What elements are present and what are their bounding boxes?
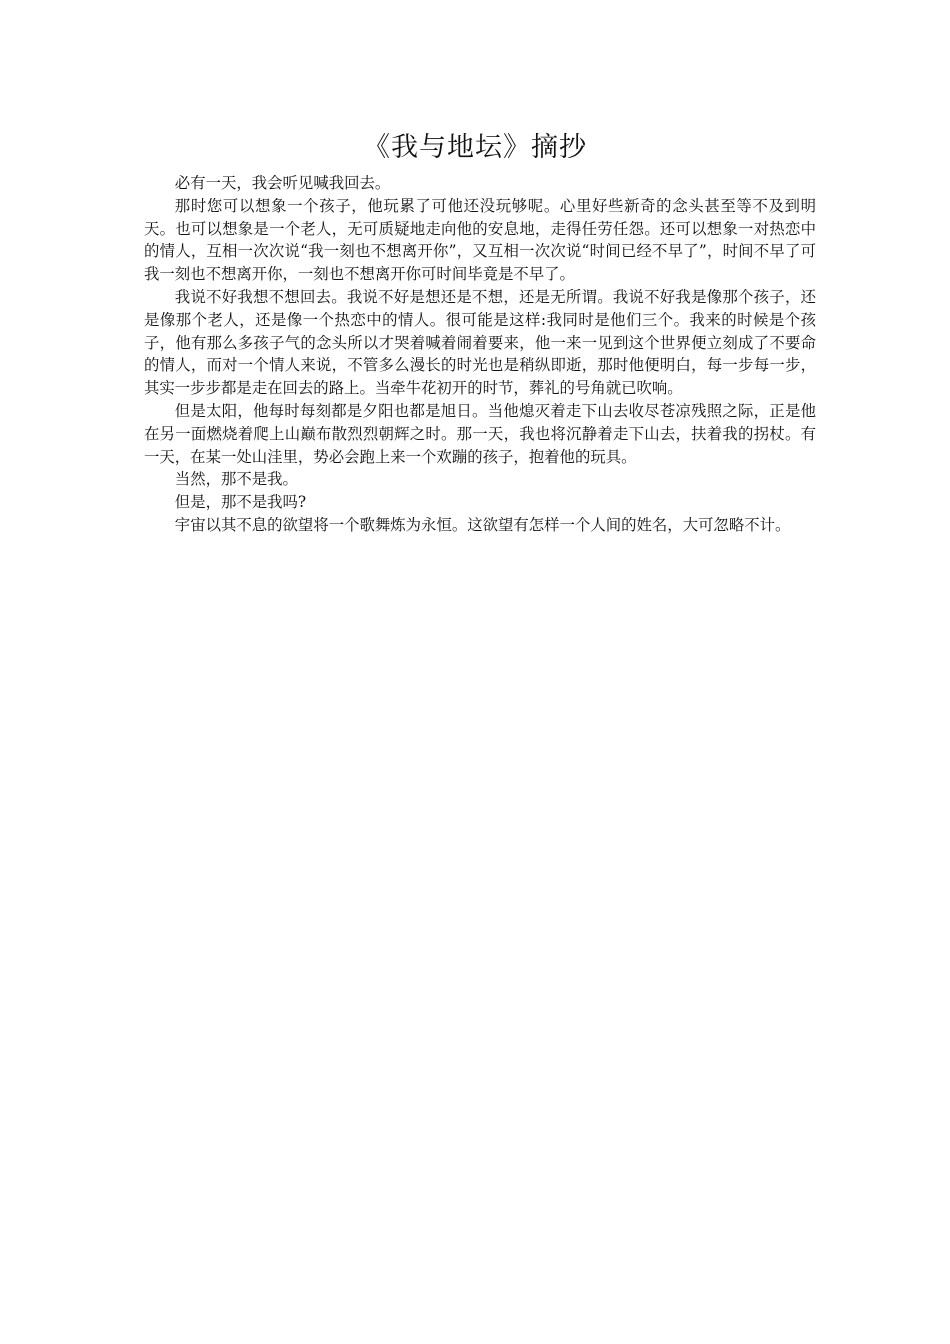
paragraph-1: 必有一天，我会听见喊我回去。 — [174, 174, 391, 192]
paragraph-6: 但是，那不是我吗? — [174, 493, 307, 512]
paragraph-7: 宇宙以其不息的欲望将一个歌舞炼为永恒。这欲望有怎样一个人间的姓名，大可忽略不计。 — [174, 515, 791, 534]
document-body — [144, 172, 816, 537]
document-title: 《我与地坛》摘抄 — [363, 132, 587, 163]
paragraph-2: 那时您可以想象一个孩子，他玩累了可他还没玩够呢。心里好些新奇的念头甚至等不及到明天。也可以想象是一个老人，无可质疑地走向他的安息地，走得任劳任怨。还可以想象一对热恋中的情人，互相一次次说“我一刻也不想离开你”，又互相一次次说“时间已经不早了”，时间不早了可我一刻也不想离开你，一刻也不想离开你可时间毕竟是不早了。 — [144, 196, 816, 284]
paragraph-5: 当然，那不是我。 — [174, 470, 298, 489]
paragraph-3: 我说不好我想不想回去。我说不好是想还是不想，还是无所谓。我说不好我是像那个孩子，还是像那个老人，还是像一个热恋中的情人。很可能是这样:我同时是他们三个。我来的时候是个孩子，他有那么多孩子气的念头所以才哭着喊着闹着要来，他一来一见到这个世界便立刻成了不要命的情人，而对一个情人来说，不管多么漫长的时光也是稍纵即逝，那时他便明白，每一步每一步，其实一步步都是走在回去的路上。当牵牛花初开的时节，葬礼的号角就已吹响。 — [144, 287, 816, 398]
paragraph-4: 但是太阳，他每时每刻都是夕阳也都是旭日。当他熄灭着走下山去收尽苍凉残照之际，正是他在另一面燃烧着爬上山巅布散烈烈朝辉之时。那一天，我也将沉静着走下山去，扶着我的拐杖。有一天，在某一处山洼里，势必会跑上来一个欢蹦的孩子，抱着他的玩具。 — [144, 401, 816, 466]
